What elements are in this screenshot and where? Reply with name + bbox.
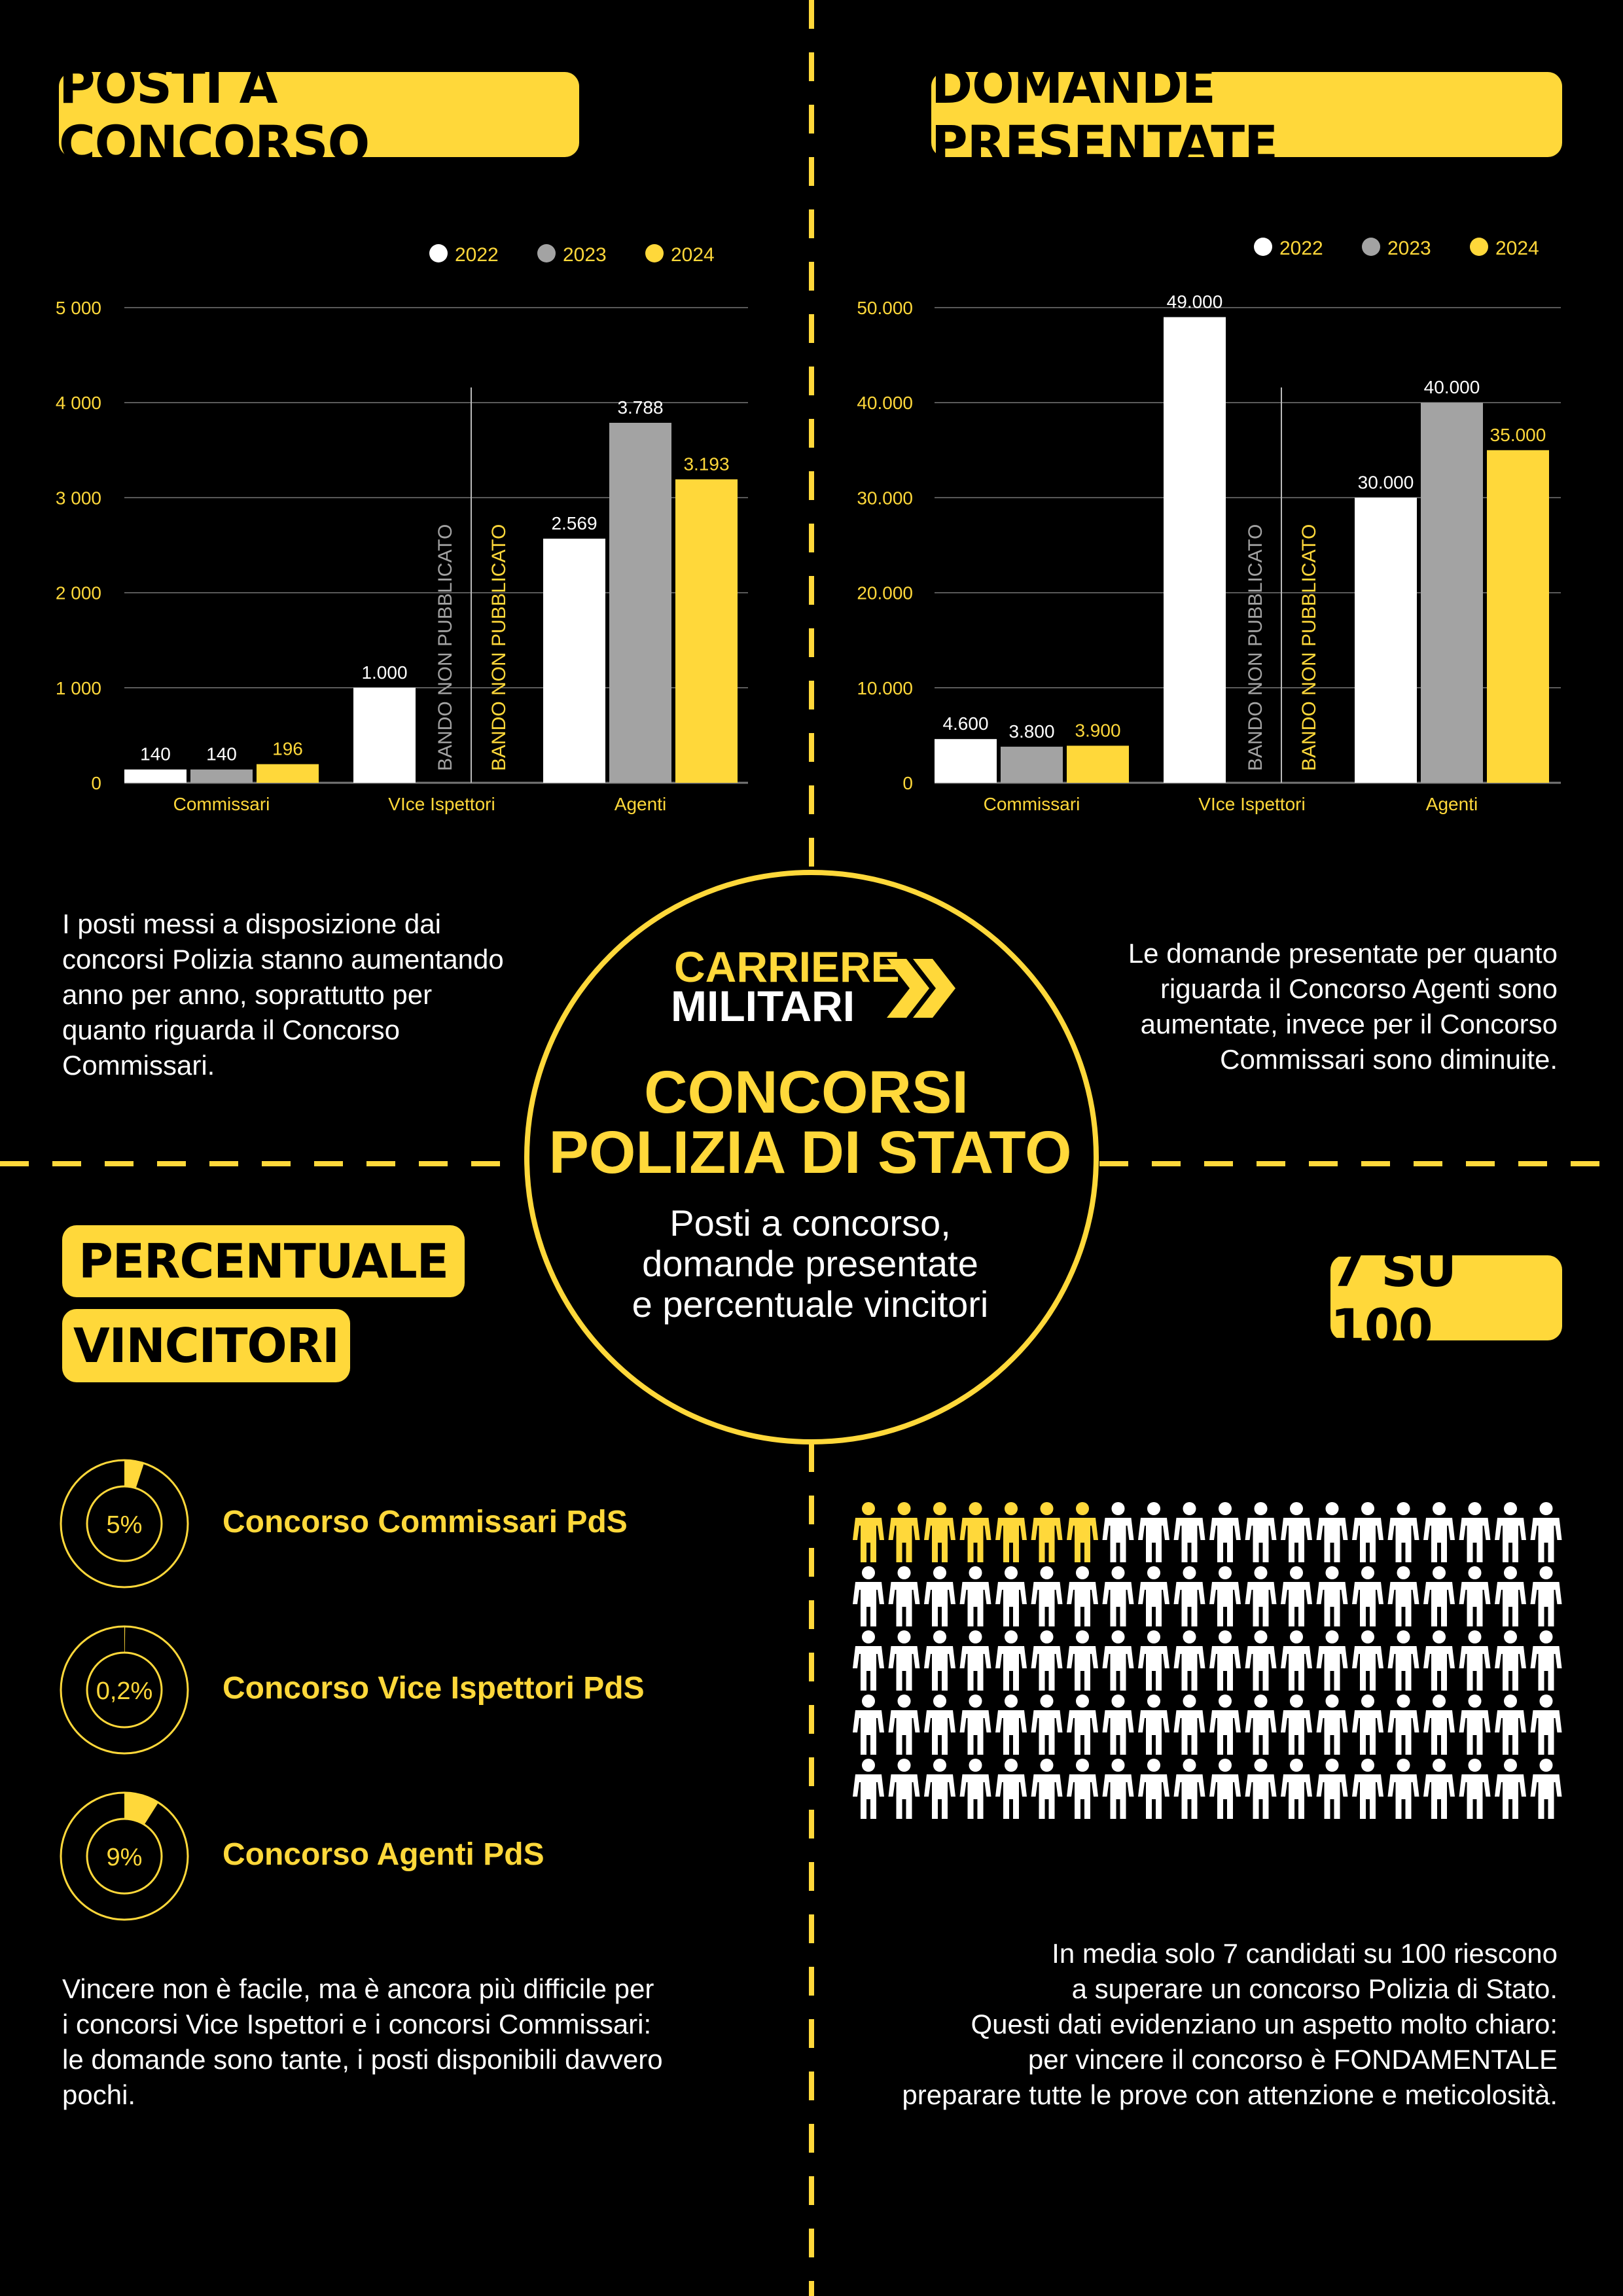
person-icon xyxy=(1209,1566,1241,1626)
y-tick-label: 2 000 xyxy=(55,583,101,603)
logo-line2: MILITARI xyxy=(671,982,855,1030)
person-icon xyxy=(1352,1502,1383,1562)
legend-label: 2023 xyxy=(563,244,607,266)
person-icon xyxy=(1281,1759,1312,1819)
x-tick-label: Commissari xyxy=(983,794,1080,814)
x-tick-label: VIce Ispettori xyxy=(1198,794,1306,814)
center-subtitle-line2: domande presentate xyxy=(642,1243,978,1284)
person-icon xyxy=(1388,1759,1419,1819)
person-icon xyxy=(1209,1502,1241,1562)
posti-paragraph: I posti messi a disposizione dai concorsi Polizia stanno aumentando anno per anno, soprattutto per quanto riguarda il Concorso Commissari. xyxy=(62,908,504,1081)
percentuale-heading-line2: VINCITORI xyxy=(62,1309,350,1382)
person-icon xyxy=(995,1695,1027,1755)
bar-value-label: 140 xyxy=(206,744,237,764)
person-icon xyxy=(1531,1695,1562,1755)
person-icon xyxy=(1174,1759,1205,1819)
logo-line1: CARRIERE xyxy=(674,942,900,991)
y-tick-label: 0 xyxy=(91,773,101,793)
bar-value-label: 3.193 xyxy=(683,454,730,475)
person-icon xyxy=(1031,1695,1063,1755)
y-tick-label: 4 000 xyxy=(55,393,101,414)
person-icon xyxy=(1531,1630,1562,1691)
person-icon xyxy=(1423,1630,1455,1691)
center-subtitle-line1: Posti a concorso, xyxy=(669,1202,951,1244)
person-icon xyxy=(889,1759,920,1819)
person-icon xyxy=(960,1759,991,1819)
annotation-label: BANDO NON PUBBLICATO xyxy=(435,524,456,771)
person-icon xyxy=(1174,1566,1205,1626)
person-icon xyxy=(1388,1566,1419,1626)
y-tick-label: 20.000 xyxy=(857,583,913,603)
person-icon xyxy=(924,1502,955,1562)
person-icon xyxy=(960,1502,991,1562)
person-icon xyxy=(853,1502,884,1562)
person-icon xyxy=(1245,1566,1277,1626)
person-icon xyxy=(1281,1502,1312,1562)
legend-label: 2023 xyxy=(1387,238,1431,259)
person-icon xyxy=(1281,1695,1312,1755)
donut-row xyxy=(59,1458,779,1589)
person-icon xyxy=(1423,1695,1455,1755)
person-icon xyxy=(1459,1630,1491,1691)
person-icon xyxy=(1031,1630,1063,1691)
person-icon xyxy=(1388,1630,1419,1691)
donut-row xyxy=(59,1791,779,1922)
x-tick-label: Commissari xyxy=(173,794,270,814)
person-icon xyxy=(1317,1566,1348,1626)
bar-value-label: 3.788 xyxy=(617,397,664,418)
center-title-line1: CONCORSI xyxy=(644,1059,969,1126)
bar-value-label: 49.000 xyxy=(1166,291,1223,312)
domande-heading: DOMANDE PRESENTATE xyxy=(931,72,1562,157)
y-tick-label: 10.000 xyxy=(857,677,913,698)
bar-value-label: 3.800 xyxy=(1008,721,1055,742)
person-icon xyxy=(889,1695,920,1755)
ratio-heading: 7 SU 100 xyxy=(1330,1255,1562,1340)
person-icon xyxy=(1317,1695,1348,1755)
person-icon xyxy=(1495,1502,1526,1562)
y-tick-label: 0 xyxy=(902,773,913,793)
percentuale-heading-line1: PERCENTUALE xyxy=(62,1225,465,1297)
person-icon xyxy=(1459,1695,1491,1755)
person-icon xyxy=(1423,1502,1455,1562)
domande-paragraph: Le domande presentate per quanto riguarda il Concorso Agenti sono aumentate, invece per il Concorso Commissari sono diminuite. xyxy=(1128,938,1558,1075)
bar-value-label: 2.569 xyxy=(551,512,597,533)
person-icon xyxy=(1281,1566,1312,1626)
person-icon xyxy=(1031,1566,1063,1626)
person-icon xyxy=(889,1502,920,1562)
person-icon xyxy=(1495,1566,1526,1626)
donut-value: 5% xyxy=(106,1511,143,1539)
x-tick-label: Agenti xyxy=(614,794,667,814)
person-icon xyxy=(1067,1759,1098,1819)
person-icon xyxy=(1067,1502,1098,1562)
person-icon xyxy=(995,1759,1027,1819)
person-icon xyxy=(1138,1695,1169,1755)
person-icon xyxy=(1352,1695,1383,1755)
bar-value-label: 1.000 xyxy=(361,662,408,683)
person-icon xyxy=(1103,1630,1134,1691)
bar-value-label: 40.000 xyxy=(1423,377,1480,398)
person-icon xyxy=(995,1566,1027,1626)
person-icon xyxy=(1245,1759,1277,1819)
person-icon xyxy=(1495,1630,1526,1691)
person-icon xyxy=(924,1695,955,1755)
person-icon xyxy=(1103,1759,1134,1819)
annotation-label: BANDO NON PUBBLICATO xyxy=(1298,524,1320,771)
percentuale-paragraph: Vincere non è facile, ma è ancora più difficile per i concorsi Vice Ispettori e i concorsi Commissari: le domande sono tante, i posti disponibili davvero pochi. xyxy=(62,1973,663,2110)
legend-label: 2022 xyxy=(455,244,499,266)
donut-label: Concorso Commissari PdS xyxy=(223,1505,628,1539)
person-icon xyxy=(1281,1630,1312,1691)
legend-label: 2022 xyxy=(1279,238,1323,259)
person-icon xyxy=(995,1630,1027,1691)
person-icon xyxy=(924,1566,955,1626)
person-icon xyxy=(1245,1695,1277,1755)
person-icon xyxy=(1317,1759,1348,1819)
person-icon xyxy=(1531,1759,1562,1819)
person-icon xyxy=(960,1630,991,1691)
person-icon xyxy=(960,1566,991,1626)
ratio-paragraph: In media solo 7 candidati su 100 riescono a superare un concorso Polizia di Stato. Questi dati evidenziano un aspetto molto chiaro: per vincere il concorso è FONDAMENTALE preparare tutte le prove con attenzione e meticolosità. xyxy=(902,1938,1558,2110)
person-icon xyxy=(1103,1695,1134,1755)
person-icon xyxy=(1174,1502,1205,1562)
y-tick-label: 1 000 xyxy=(55,677,101,698)
donut-chart xyxy=(59,1458,190,1589)
posti-heading: POSTI A CONCORSO xyxy=(59,72,579,157)
people-grid xyxy=(851,1502,1571,1823)
person-icon xyxy=(960,1695,991,1755)
y-tick-label: 50.000 xyxy=(857,298,913,318)
center-subtitle-line3: e percentuale vincitori xyxy=(632,1283,989,1325)
bar-value-label: 4.600 xyxy=(942,713,989,734)
donut-row xyxy=(59,1624,779,1755)
person-icon xyxy=(924,1630,955,1691)
person-icon xyxy=(1459,1502,1491,1562)
bar-value-label: 140 xyxy=(140,744,171,764)
person-icon xyxy=(1459,1759,1491,1819)
person-icon xyxy=(1531,1566,1562,1626)
bar-value-label: 3.900 xyxy=(1075,720,1121,741)
person-icon xyxy=(1138,1630,1169,1691)
person-icon xyxy=(1067,1695,1098,1755)
bar-value-label: 196 xyxy=(272,738,303,759)
person-icon xyxy=(1317,1502,1348,1562)
person-icon xyxy=(1495,1759,1526,1819)
person-icon xyxy=(1352,1759,1383,1819)
person-icon xyxy=(1388,1502,1419,1562)
bar-value-label: 30.000 xyxy=(1357,472,1414,493)
y-tick-label: 40.000 xyxy=(857,393,913,414)
person-icon xyxy=(889,1566,920,1626)
person-icon xyxy=(853,1566,884,1626)
person-icon xyxy=(1352,1630,1383,1691)
person-icon xyxy=(1388,1695,1419,1755)
annotation-label: BANDO NON PUBBLICATO xyxy=(488,524,510,771)
person-icon xyxy=(1138,1566,1169,1626)
y-tick-label: 5 000 xyxy=(55,298,101,318)
bar-value-label: 35.000 xyxy=(1489,424,1546,445)
donut-value: 9% xyxy=(106,1844,143,1871)
y-tick-label: 3 000 xyxy=(55,488,101,509)
y-tick-label: 30.000 xyxy=(857,488,913,509)
donut-label: Concorso Vice Ispettori PdS xyxy=(223,1671,645,1706)
donut-wedge xyxy=(124,1626,125,1653)
person-icon xyxy=(1209,1759,1241,1819)
legend-label: 2024 xyxy=(1495,238,1539,259)
x-tick-label: Agenti xyxy=(1425,794,1478,814)
donut-value: 0,2% xyxy=(96,1677,153,1705)
person-icon xyxy=(1067,1630,1098,1691)
donut-label: Concorso Agenti PdS xyxy=(223,1837,544,1872)
person-icon xyxy=(1031,1502,1063,1562)
donut-chart xyxy=(59,1791,190,1922)
person-icon xyxy=(1138,1759,1169,1819)
person-icon xyxy=(1495,1695,1526,1755)
center-title-line2: POLIZIA DI STATO xyxy=(548,1119,1072,1186)
person-icon xyxy=(1103,1566,1134,1626)
person-icon xyxy=(1423,1759,1455,1819)
person-icon xyxy=(1209,1630,1241,1691)
donut-chart xyxy=(59,1624,190,1755)
person-icon xyxy=(924,1759,955,1819)
person-icon xyxy=(1352,1566,1383,1626)
person-icon xyxy=(1531,1502,1562,1562)
legend-label: 2024 xyxy=(671,244,715,266)
person-icon xyxy=(1103,1502,1134,1562)
person-icon xyxy=(1174,1630,1205,1691)
person-icon xyxy=(1209,1695,1241,1755)
person-icon xyxy=(1031,1759,1063,1819)
person-icon xyxy=(853,1695,884,1755)
person-icon xyxy=(1245,1502,1277,1562)
person-icon xyxy=(1459,1566,1491,1626)
person-icon xyxy=(889,1630,920,1691)
x-tick-label: VIce Ispettori xyxy=(388,794,495,814)
person-icon xyxy=(1245,1630,1277,1691)
person-icon xyxy=(1423,1566,1455,1626)
person-icon xyxy=(1138,1502,1169,1562)
donut-wedge xyxy=(124,1460,144,1488)
person-icon xyxy=(1067,1566,1098,1626)
person-icon xyxy=(995,1502,1027,1562)
person-icon xyxy=(1174,1695,1205,1755)
person-icon xyxy=(853,1759,884,1819)
person-icon xyxy=(853,1630,884,1691)
person-icon xyxy=(1317,1630,1348,1691)
annotation-label: BANDO NON PUBBLICATO xyxy=(1245,524,1266,771)
